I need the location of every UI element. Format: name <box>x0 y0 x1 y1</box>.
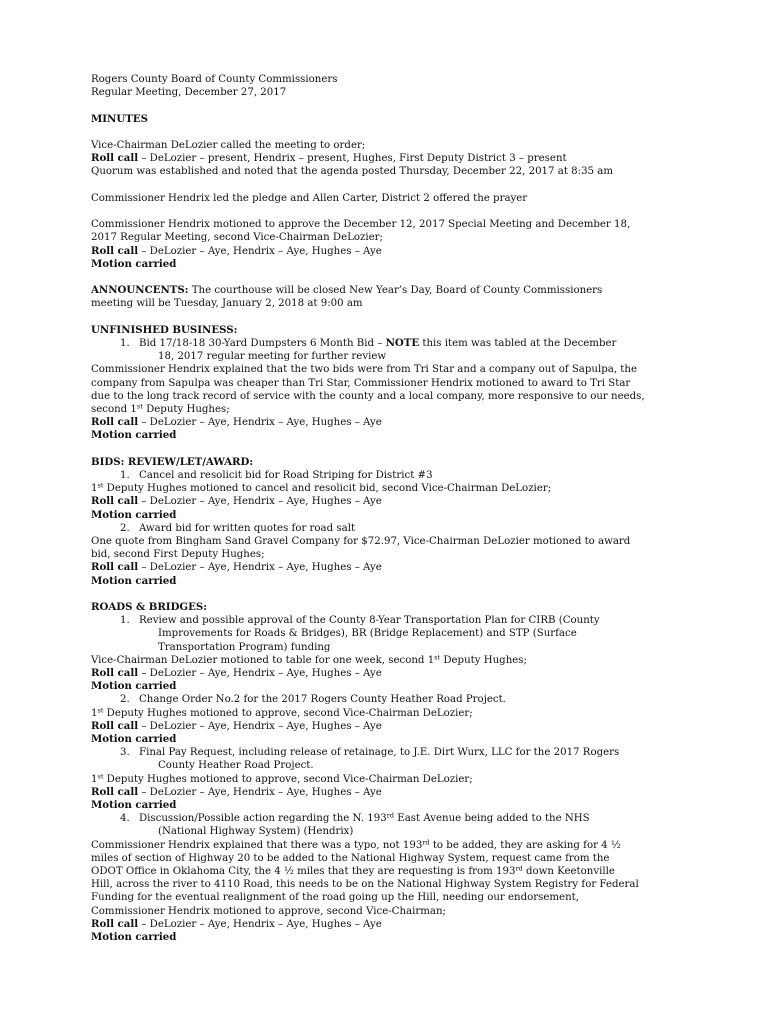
list-number: 1. <box>120 615 130 627</box>
explanation-line: Funding for the eventual realignment of the road going up the Hill, needing our endorsement, <box>91 892 579 904</box>
explanation-line <box>91 403 682 416</box>
roll-call-vote <box>91 667 682 680</box>
roll-call-label: Roll call <box>91 152 139 165</box>
text-segment: Deputy Hughes; <box>142 403 230 415</box>
ordinal-suffix: rd <box>515 864 523 873</box>
explanation-line: due to the long track record of service with the county and a local company, more responsive to our needs, <box>91 390 645 402</box>
explanation-line: Commissioner Hendrix explained that the two bids were from Tri Star and a company out of Sapulpa, the <box>91 364 637 376</box>
ordinal-suffix: st <box>97 772 104 781</box>
explanation-line: miles of section of Highway 20 to be added to the National Highway System, request came from the <box>91 852 610 864</box>
motion-line <box>91 707 682 720</box>
roll-call-label: Roll call <box>91 785 139 798</box>
section-heading-unfinished: UNFINISHED BUSINESS: <box>91 323 238 336</box>
motion-carried: Motion carried <box>91 680 177 693</box>
roll-call-vote <box>91 561 682 574</box>
motion-line <box>91 482 682 495</box>
text-segment: 1 <box>91 773 98 785</box>
minutes-approval-line: Commissioner Hendrix motioned to approve the December 12, 2017 Special Meeting and December 18, <box>91 219 631 231</box>
list-item <box>91 614 682 627</box>
list-item-text: East Avenue being added to the NHS <box>394 813 590 825</box>
motion-carried: Motion carried <box>91 733 177 746</box>
text-segment: Deputy Hughes motioned to approve, second Vice-Chairman DeLozier; <box>103 707 473 719</box>
roll-call-text: – DeLozier – Aye, Hendrix – Aye, Hughes – Aye <box>138 668 382 680</box>
list-number: 2. <box>120 694 130 706</box>
text-segment: ODOT Office in Oklahoma City, the 4 ½ miles that they are requesting is from 193 <box>91 866 516 878</box>
text-segment: Vice-Chairman DeLozier motioned to table for one week, second 1 <box>91 654 435 666</box>
ordinal-suffix: rd <box>422 838 430 847</box>
announcements-label: ANNOUNCENTS: <box>91 284 189 297</box>
list-item-text: Cancel and resolicit bid for Road Striping for District #3 <box>139 469 433 481</box>
roll-call-text: – DeLozier – Aye, Hendrix – Aye, Hughes – Aye <box>138 786 382 798</box>
motion-carried: Motion carried <box>91 799 177 812</box>
pledge-statement: Commissioner Hendrix led the pledge and Allen Carter, District 2 offered the prayer <box>91 192 528 204</box>
list-item-continuation: County Heather Road Project. <box>158 760 314 772</box>
roll-call-vote <box>91 245 682 258</box>
motion-line: One quote from Bingham Sand Gravel Company for $72.97, Vice-Chairman DeLozier motioned to award <box>91 536 631 547</box>
roll-call-text: – DeLozier – present, Hendrix – present, Hughes, First Deputy District 3 – present <box>138 153 567 165</box>
list-item <box>91 469 682 482</box>
ordinal-suffix: st <box>434 653 441 662</box>
document-title: MINUTES <box>91 112 148 125</box>
list-number: 2. <box>120 522 130 534</box>
quorum-statement: Quorum was established and noted that the agenda posted Thursday, December 22, 2017 at 8:35 am <box>91 166 614 178</box>
list-item-text: this item was tabled at the December <box>419 337 617 349</box>
meeting-date: Regular Meeting, December 27, 2017 <box>91 87 287 99</box>
roll-call-label: Roll call <box>91 416 139 429</box>
roll-call-label: Roll call <box>91 667 139 680</box>
list-item <box>91 693 682 706</box>
roll-call-text: – DeLozier – Aye, Hendrix – Aye, Hughes – Aye <box>138 918 382 930</box>
ordinal-suffix: rd <box>386 811 395 820</box>
roll-call-label: Roll call <box>91 495 139 508</box>
call-to-order: Vice-Chairman DeLozier called the meeting to order; <box>91 139 366 151</box>
ordinal-suffix: st <box>97 481 104 490</box>
explanation-line: Commissioner Hendrix motioned to approve, second Vice-Chairman; <box>91 905 446 917</box>
roll-call-vote <box>91 720 682 733</box>
motion-carried: Motion carried <box>91 508 177 521</box>
list-item-text: Change Order No.2 for the 2017 Rogers County Heather Road Project. <box>139 694 506 706</box>
roll-call-label: Roll call <box>91 917 139 930</box>
list-number: 1. <box>120 469 130 481</box>
motion-carried: Motion carried <box>91 574 177 587</box>
roll-call-text: – DeLozier – Aye, Hendrix – Aye, Hughes – Aye <box>138 245 382 257</box>
text-segment: to be added, they are asking for 4 ½ <box>429 839 621 851</box>
motion-line <box>91 773 682 786</box>
roll-call-attendance <box>91 152 682 165</box>
roll-call-text: – DeLozier – Aye, Hendrix – Aye, Hughes – Aye <box>138 720 382 732</box>
org-name: Rogers County Board of County Commissioners <box>91 74 338 85</box>
text-segment: Deputy Hughes; <box>440 654 527 666</box>
list-number: 3. <box>120 747 130 759</box>
motion-line <box>91 654 682 667</box>
roll-call-vote <box>91 495 682 508</box>
roll-call-vote <box>91 786 682 799</box>
list-item-continuation: Improvements for Roads & Bridges), BR (Bridge Replacement) and STP (Surface <box>158 628 577 640</box>
roll-call-text: – DeLozier – Aye, Hendrix – Aye, Hughes – Aye <box>138 496 382 508</box>
roll-call-text: – DeLozier – Aye, Hendrix – Aye, Hughes – Aye <box>138 417 382 429</box>
note-label: NOTE <box>385 336 420 349</box>
roll-call-label: Roll call <box>91 561 139 574</box>
text-segment: 1 <box>91 707 98 719</box>
motion-line: bid, second First Deputy Hughes; <box>91 549 265 561</box>
list-item-text: Discussion/Possible action regarding the N. 193 <box>139 813 387 825</box>
list-item-text: Award bid for written quotes for road salt <box>139 522 356 534</box>
section-heading-bids: BIDS: REVIEW/LET/AWARD: <box>91 455 254 468</box>
list-item-text: Review and possible approval of the County 8-Year Transportation Plan for CIRB (County <box>139 615 600 627</box>
list-item <box>91 812 682 825</box>
announcements-text: meeting will be Tuesday, January 2, 2018 at 9:00 am <box>91 298 363 310</box>
roll-call-label: Roll call <box>91 719 139 732</box>
list-item-continuation: (National Highway System) (Hendrix) <box>158 826 354 838</box>
announcements <box>91 284 682 297</box>
list-item-text: Bid 17/18-18 30-Yard Dumpsters 6 Month Bid – <box>139 337 386 349</box>
motion-carried: Motion carried <box>91 429 177 442</box>
roll-call-text: – DeLozier – Aye, Hendrix – Aye, Hughes – Aye <box>138 562 382 574</box>
text-segment: Deputy Hughes motioned to cancel and resolicit bid, second Vice-Chairman DeLozier; <box>103 483 552 495</box>
explanation-line: company from Sapulpa was cheaper than Tri Star, Commissioner Hendrix motioned to award to Tri Star <box>91 377 631 389</box>
roll-call-vote <box>91 416 682 429</box>
roll-call-label: Roll call <box>91 244 139 257</box>
text-segment: 1 <box>91 483 98 495</box>
list-item-continuation: 18, 2017 regular meeting for further review <box>158 351 387 363</box>
list-item <box>91 746 682 759</box>
list-item-continuation: Transportation Program) funding <box>158 641 331 653</box>
roll-call-vote <box>91 918 682 931</box>
ordinal-suffix: st <box>136 402 143 411</box>
section-heading-roads: ROADS & BRIDGES: <box>91 601 207 613</box>
minutes-approval-line: 2017 Regular Meeting, second Vice-Chairman DeLozier; <box>91 232 383 244</box>
list-number: 1. <box>120 337 130 349</box>
ordinal-suffix: st <box>97 706 104 715</box>
text-segment: down Keetonville <box>522 866 615 878</box>
explanation-line <box>91 865 682 878</box>
text-segment: Deputy Hughes motioned to approve, second Vice-Chairman DeLozier; <box>103 773 473 785</box>
list-item-text: Final Pay Request, including release of retainage, to J.E. Dirt Wurx, LLC for the 2017 Rogers <box>139 747 620 759</box>
announcements-text: The courthouse will be closed New Year’s Day, Board of County Commissioners <box>188 285 603 297</box>
motion-carried: Motion carried <box>91 931 177 944</box>
text-segment: second 1 <box>91 403 137 415</box>
explanation-line <box>91 839 682 852</box>
list-number: 4. <box>120 813 130 825</box>
explanation-line: Hill, across the river to 4110 Road, this needs to be on the National Highway System Registry for Federal <box>91 879 639 891</box>
list-item <box>91 337 682 350</box>
motion-carried: Motion carried <box>91 257 177 270</box>
text-segment: Commissioner Hendrix explained that there was a typo, not 193 <box>91 839 423 851</box>
list-item <box>91 522 682 535</box>
